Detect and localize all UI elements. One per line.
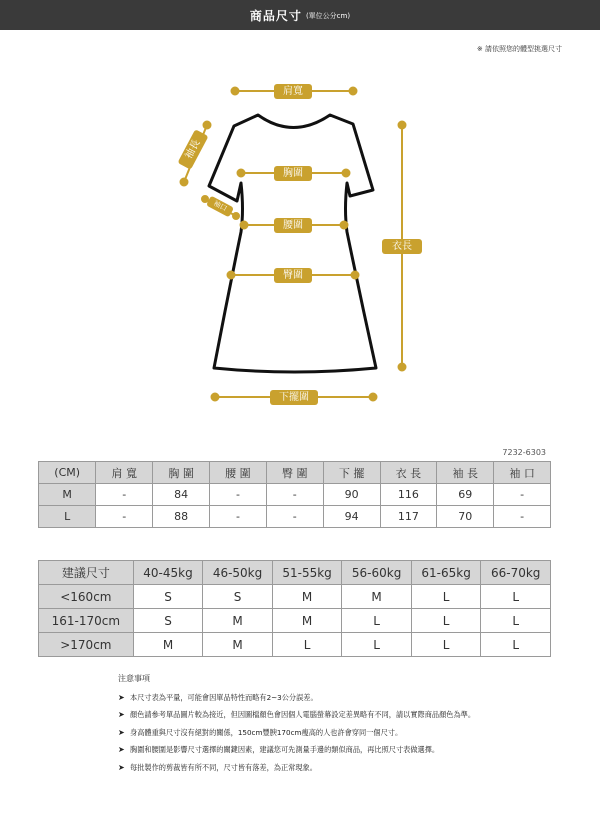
label-waist: 腰圍 — [274, 218, 312, 233]
page-title: 商品尺寸 — [249, 8, 302, 23]
table-cell: L — [411, 609, 481, 633]
table-cell: M — [342, 585, 412, 609]
row-height-label: 161-170cm — [39, 609, 134, 633]
row-height-label: >170cm — [39, 633, 134, 657]
arrow-icon: ➤ — [118, 762, 125, 772]
table-row — [39, 484, 551, 506]
table-cell: 69 — [437, 484, 494, 506]
table-cell: 117 — [380, 506, 437, 528]
label-length: 衣長 — [382, 239, 422, 254]
table-cell: - — [96, 506, 153, 528]
table-cell: M — [272, 585, 342, 609]
label-hem: 下擺圍 — [270, 390, 318, 405]
arrow-icon: ➤ — [118, 727, 125, 737]
header-cell: 下 擺 — [323, 462, 380, 484]
note-text: 身高體重與尺寸沒有絕對的關係，150cm豐腴170cm瘦高的人也許會穿同一個尺寸。 — [130, 727, 403, 737]
table-cell: 88 — [153, 506, 210, 528]
table-cell: - — [210, 484, 267, 506]
table-cell: S — [133, 609, 203, 633]
table-header-row — [39, 462, 551, 484]
arrow-icon: ➤ — [118, 710, 125, 719]
table-cell: - — [210, 506, 267, 528]
header-cell: 袖 口 — [494, 462, 551, 484]
list-item — [118, 706, 518, 724]
table-row — [39, 609, 551, 633]
table-cell: - — [266, 484, 323, 506]
table-cell: 116 — [380, 484, 437, 506]
table-cell: M — [203, 633, 273, 657]
size-tip: ※ 請依照您的體型挑選尺寸 — [476, 45, 562, 53]
table-cell: 84 — [153, 484, 210, 506]
table-cell: M — [203, 609, 273, 633]
header-cell: 建議尺寸 — [39, 561, 134, 585]
suggested-size-table — [38, 560, 551, 657]
header-cell: (CM) — [39, 462, 96, 484]
table-cell: - — [494, 506, 551, 528]
header-cell: 肩 寬 — [96, 462, 153, 484]
table-cell: L — [342, 633, 412, 657]
label-chest: 胸圍 — [274, 166, 312, 181]
table-cell: S — [203, 585, 273, 609]
table-row — [39, 633, 551, 657]
table-cell: 90 — [323, 484, 380, 506]
size-table — [38, 461, 551, 528]
list-item — [118, 689, 518, 707]
unit-note: (單位公分cm) — [305, 12, 351, 20]
header-cell: 56-60kg — [342, 561, 412, 585]
list-item — [118, 759, 518, 777]
table-cell: L — [411, 633, 481, 657]
row-height-label: <160cm — [39, 585, 134, 609]
header-cell: 51-55kg — [272, 561, 342, 585]
dress-outline — [209, 115, 376, 372]
label-hip: 臀圍 — [274, 268, 312, 283]
list-item — [118, 741, 518, 759]
table-header-row — [39, 561, 551, 585]
table-cell: L — [481, 633, 551, 657]
table-cell: L — [342, 609, 412, 633]
header-cell: 胸 圍 — [153, 462, 210, 484]
table-cell: L — [481, 585, 551, 609]
list-item — [118, 724, 518, 742]
label-shoulder: 肩寬 — [274, 84, 312, 99]
table-cell: S — [133, 585, 203, 609]
arrow-icon: ➤ — [118, 692, 125, 702]
table-cell: 94 — [323, 506, 380, 528]
product-code: 7232-6303 — [502, 448, 546, 457]
row-size-label: M — [39, 484, 96, 506]
note-text: 顏色請參考單品圖片較為接近，但因圖檔顏色會因個人電腦螢幕設定差異略有不同，請以實際商品顏色為準。 — [130, 710, 476, 719]
table-cell: L — [481, 609, 551, 633]
table-cell: L — [272, 633, 342, 657]
header-cell: 腰 圍 — [210, 462, 267, 484]
table-cell: L — [411, 585, 481, 609]
arrow-icon: ➤ — [118, 745, 125, 754]
header-cell: 66-70kg — [481, 561, 551, 585]
header-cell: 40-45kg — [133, 561, 203, 585]
row-size-label: L — [39, 506, 96, 528]
table-row — [39, 506, 551, 528]
notes-title: 注意事項 — [118, 674, 150, 683]
note-text: 本尺寸表為平量，可能會因單品特性而略有2~3公分誤差。 — [130, 692, 318, 702]
table-cell: 70 — [437, 506, 494, 528]
table-cell: - — [96, 484, 153, 506]
header-cell: 衣 長 — [380, 462, 437, 484]
note-text: 胸圍和腰圍是影響尺寸選擇的關鍵因素，建議您可先測量手邊的類似商品，再比照尺寸表做選擇。 — [130, 745, 440, 754]
table-cell: - — [494, 484, 551, 506]
table-cell: M — [272, 609, 342, 633]
label-sleeve-length: 袖長 — [177, 129, 208, 170]
note-text: 每批製作的剪裁皆有所不同，尺寸皆有落差，為正常現象。 — [130, 762, 317, 772]
table-cell: M — [133, 633, 203, 657]
header-cell: 臀 圍 — [266, 462, 323, 484]
table-cell: - — [266, 506, 323, 528]
header-cell: 袖 長 — [437, 462, 494, 484]
header-cell: 61-65kg — [411, 561, 481, 585]
table-row — [39, 585, 551, 609]
label-sleeve-opening: 袖口 — [206, 196, 234, 218]
notes-section — [118, 670, 518, 776]
header-cell: 46-50kg — [203, 561, 273, 585]
